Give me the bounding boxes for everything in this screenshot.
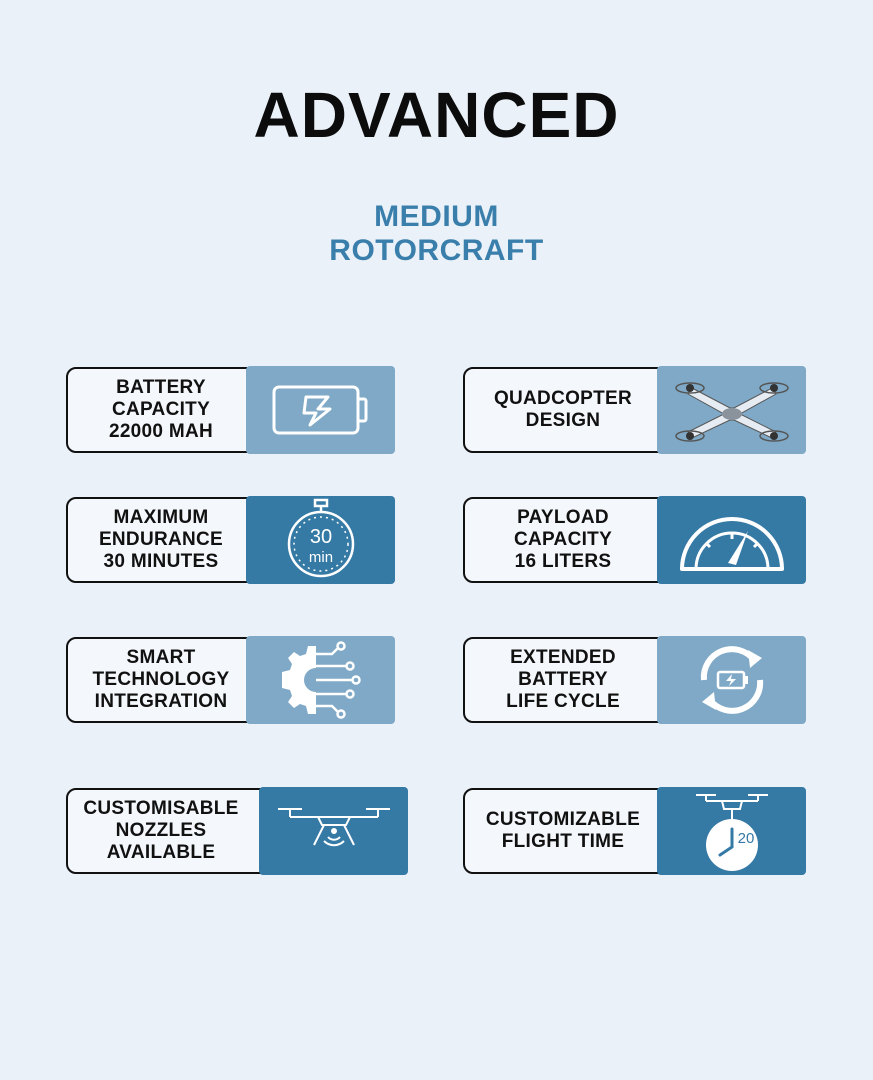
- svg-text:min: min: [308, 549, 333, 566]
- stopwatch-icon: [246, 496, 395, 584]
- feature-label: CUSTOMISABLE NOZZLES AVAILABLE: [83, 798, 239, 863]
- feature-card-smart: [66, 637, 396, 723]
- feature-card-payload: [463, 497, 806, 583]
- feature-card-flighttime: [463, 788, 806, 874]
- feature-label: PAYLOAD CAPACITY 16 LITERS: [513, 507, 613, 572]
- subtitle-line: MEDIUM: [374, 200, 499, 233]
- feature-label: MAXIMUM ENDURANCE 30 MINUTES: [98, 507, 224, 572]
- feature-label: BATTERY CAPACITY 22000 MAH: [108, 377, 214, 442]
- speedometer-icon: [657, 496, 806, 584]
- subtitle-line: ROTORCRAFT: [329, 234, 544, 267]
- feature-label: CUSTOMIZABLE FLIGHT TIME: [485, 809, 641, 852]
- feature-card-endurance: [66, 497, 396, 583]
- drone-timer-icon: [657, 787, 806, 875]
- quadcopter-drone-icon: [657, 366, 806, 454]
- feature-label: SMART TECHNOLOGY INTEGRATION: [92, 647, 230, 712]
- svg-text:30: 30: [309, 526, 332, 548]
- feature-card-nozzles: [66, 788, 409, 874]
- feature-card-battery: [66, 367, 396, 453]
- svg-text:20: 20: [737, 830, 754, 847]
- spray-drone-icon: [259, 787, 408, 875]
- feature-label: QUADCOPTER DESIGN: [493, 388, 633, 431]
- feature-card-quadcopter: [463, 367, 806, 453]
- battery-cycle-icon: [657, 636, 806, 724]
- page-title: ADVANCED: [253, 79, 620, 151]
- battery-charging-icon: [246, 366, 395, 454]
- gear-circuit-icon: [246, 636, 395, 724]
- feature-card-lifecycle: [463, 637, 806, 723]
- page-subtitle: [0, 200, 873, 268]
- feature-label: EXTENDED BATTERY LIFE CYCLE: [506, 647, 620, 712]
